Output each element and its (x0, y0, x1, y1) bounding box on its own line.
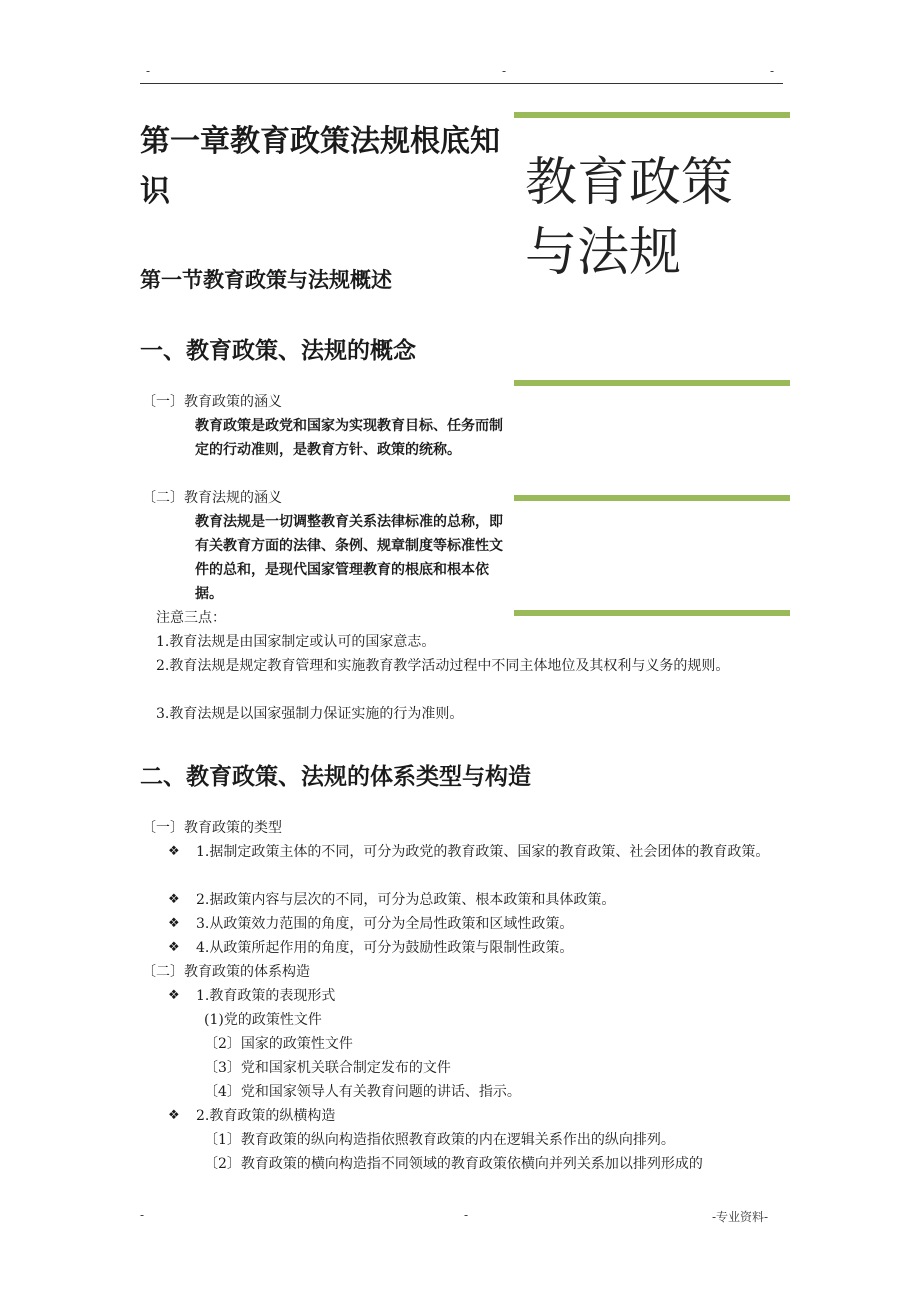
type-item-text: 3.从政策效力范围的角度，可分为全局性政策和区域性政策。 (196, 916, 574, 932)
part2-sub2-label: 〔二〕教育政策的体系构造 (142, 964, 310, 980)
note-item-1: 1.教育法规是由国家制定或认可的国家意志。 (156, 634, 436, 650)
type-item-2 (168, 888, 788, 912)
part1-sub2-label: 〔二〕教育法规的涵义 (142, 490, 282, 506)
form-item-3: 〔3〕党和国家机关联合制定发布的文件 (204, 1060, 451, 1076)
accent-bar-2 (514, 380, 790, 386)
header-mark-center: - (502, 64, 507, 78)
type-item-text: 4.从政策所起作用的角度，可分为鼓励性政策与限制性政策。 (196, 940, 574, 956)
form-item-2: 〔2〕国家的政策性文件 (204, 1036, 353, 1052)
diamond-bullet-icon: ❖ (168, 940, 180, 955)
structure-heading (168, 1104, 788, 1128)
footer-mark-center: - (464, 1208, 469, 1222)
diamond-bullet-icon: ❖ (168, 916, 180, 931)
part1-sub1-text: 教育政策是政党和国家为实现教育目标、任务而制定的行动准则，是教育方针、政策的统称。 (195, 418, 503, 458)
diamond-bullet-icon: ❖ (168, 844, 180, 859)
diamond-bullet-icon: ❖ (168, 1108, 180, 1123)
header-mark-right: - (770, 64, 775, 78)
note-item-2: 2.教育法规是规定教育管理和实施教育教学活动过程中不同主体地位及其权利与义务的规则。 (156, 658, 730, 674)
part1-sub1-label: 〔一〕教育政策的涵义 (142, 394, 282, 410)
footer-label: -专业资料- (712, 1210, 769, 1224)
form-item-4: 〔4〕党和国家领导人有关教育问题的讲话、指示。 (204, 1084, 521, 1100)
diamond-bullet-icon: ❖ (168, 892, 180, 907)
part1-sub2-text: 教育法规是一切调整教育关系法律标准的总称，即有关教育方面的法律、条例、规章制度等标准性文件的总和，是现代国家管理教育的根底和根本依据。 (195, 514, 503, 602)
section-title: 第一节教育政策与法规概述 (140, 268, 392, 292)
type-item-text: 2.据政策内容与层次的不同，可分为总政策、根本政策和具体政策。 (196, 892, 616, 908)
structure-item-2: 〔2〕教育政策的横向构造指不同领域的教育政策依横向并列关系加以排列形成的 (204, 1156, 703, 1172)
chapter-title: 第一章教育政策法规根底知识 (140, 124, 500, 209)
type-item-1 (168, 840, 788, 864)
type-item-3 (168, 912, 788, 936)
part1-heading: 一、教育政策、法规的概念 (140, 338, 416, 364)
sidebar-title-line1: 教育政策 (525, 153, 734, 213)
structure-heading-text: 2.教育政策的纵横构造 (196, 1108, 336, 1124)
note-item-3: 3.教育法规是以国家强制力保证实施的行为准则。 (156, 706, 464, 722)
note-label: 注意三点： (156, 610, 226, 626)
sidebar-title-line2: 与法规 (525, 223, 682, 283)
accent-bar-3 (514, 495, 790, 501)
accent-bar-1 (514, 112, 790, 118)
diamond-bullet-icon: ❖ (168, 988, 180, 1003)
accent-bar-4 (514, 610, 790, 616)
sidebar-title (525, 148, 790, 288)
part2-heading: 二、教育政策、法规的体系类型与构造 (140, 764, 531, 790)
type-item-text: 1.据制定政策主体的不同，可分为政党的教育政策、国家的教育政策、社会团体的教育政策。 (196, 844, 770, 860)
footer-mark-left: - (140, 1208, 145, 1222)
part2-sub1-label: 〔一〕教育政策的类型 (142, 820, 282, 836)
header-rule (140, 83, 783, 84)
form-item-1: (1)党的政策性文件 (204, 1012, 322, 1028)
forms-heading (168, 984, 788, 1008)
header-mark-left: - (146, 64, 151, 78)
structure-item-1: 〔1〕教育政策的纵向构造指依照教育政策的内在逻辑关系作出的纵向排列。 (204, 1132, 675, 1148)
forms-heading-text: 1.教育政策的表现形式 (196, 988, 336, 1004)
type-item-4 (168, 936, 788, 960)
